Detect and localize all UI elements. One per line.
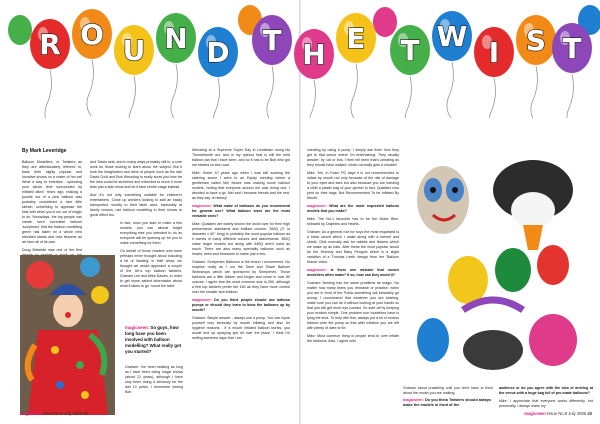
title-letter: U xyxy=(122,34,146,67)
title-letter: R xyxy=(39,28,61,61)
title-letter: I xyxy=(488,36,500,69)
question-5 xyxy=(307,268,399,278)
body-paragraph: Weusting at a Supreme Super Day in Lewisham using his Thunderknife act, and in my opinion that is still the best balloon act that I have seen, and so it has to be Bob who got me started on this road. xyxy=(192,148,290,167)
balloon-string xyxy=(213,78,220,118)
question-2 xyxy=(192,204,290,219)
title-balloon xyxy=(198,27,238,118)
body-paragraph: In fact, once you start to make a few models, you can almost forget everything else you intended to do as everyone will be queuing up for you to make something for them. xyxy=(120,221,182,245)
title-balloon xyxy=(252,15,292,118)
title-letter: T xyxy=(262,24,282,57)
title-balloon xyxy=(336,13,376,118)
title-balloon xyxy=(432,11,472,118)
right-column-1 xyxy=(307,148,399,347)
decor-balloon xyxy=(8,15,32,45)
body-paragraph: Mike: The No.1 favourite has to be the Motor Bike, followed by Dolphins and Hearts. xyxy=(307,217,399,226)
footer-brand: magicseen xyxy=(524,411,546,416)
title-balloon xyxy=(552,23,592,118)
body-paragraph: and Twists sets, and in many ways probably still is, a core work for those looking to learn about the subject. But it took the imagination and drive of people such as the late David Gold and Bob Weusting to really show just how far the idea could be stretched and extended to move it more than just a side show and let it take centre stage instead. xyxy=(90,160,182,189)
intro-paragraph: Balloon Modellers, or Twisters as they are affectionately referred to, base their highly popular and lucrative shows on a roster of hot art! What a way to entertain - spending your whole time surrounded by inflated latex! Years ago, making a poodle out of a pink balloon was probably considered a nice little sketch; something to appease the kids with when you'd run out of magic to do. Nowadays, the top people can create such incredible balloon 'sculptures' that the balloon modelling genre has taken on a whole new elevated status and now become an art form all of its own. xyxy=(22,160,82,244)
question-text: Do you think people should use balloon pumps or should they learn to blow the balloons up by mouth? xyxy=(192,298,290,312)
question-4 xyxy=(307,204,399,214)
footer-right xyxy=(524,411,592,416)
body-paragraph: audience or do you agree with the idea of arriving at the venue with a huge bag full of pre-made balloons? xyxy=(499,386,593,395)
balloon-string xyxy=(87,60,94,116)
title-balloon xyxy=(294,29,334,118)
left-column-3 xyxy=(192,148,290,344)
footer-issue: Issue No.9 July 2006 xyxy=(42,411,82,416)
right-column-3-bottom xyxy=(499,386,593,412)
body-paragraph: cheating by using a pump, I simply ask them how they get to that venue where I'm entertaining. They usually answer: by car or bus. I then tell them that's cheating as they should have walked, which normally gets a chuckle! xyxy=(307,148,399,167)
intro-column-2 xyxy=(90,160,182,292)
body-paragraph: Mike: I appreciate that everyone works differently, but personally, I always make my xyxy=(499,399,593,408)
footer-issue: Issue No.9 July 2006 xyxy=(547,411,587,416)
balloon-string xyxy=(489,78,496,118)
balloon-string xyxy=(45,70,52,118)
title-balloon xyxy=(72,9,112,116)
body-paragraph: Mike: Most common thing is people tend to over inflate the balloons. Also, I agree with xyxy=(307,334,399,343)
body-paragraph: Graham: Sempertex Balloons is the brand I recommend. No surprise really as I run the Semi and Share Balloon Workshops which are sponsored by Sempertex. Those balloons are a little thicker and longer and come in over 80 colours. I agree that the most common size is 260, although a few top twisters prefer the 160 as they have more control over the smaller size balloon. xyxy=(192,260,290,294)
balloon-string xyxy=(171,64,178,118)
question-3 xyxy=(192,298,290,313)
title-letter: S xyxy=(525,24,547,57)
question-text: What make of balloons do you recommend for general use? What balloon sizes are the most versatile ones? xyxy=(192,204,290,218)
question-text: What are the most requested balloon models that you make? xyxy=(307,204,399,213)
balloon-string xyxy=(267,66,274,118)
question-prefix: magicseen: xyxy=(307,204,327,208)
question-prefix: magicseen: xyxy=(125,325,150,330)
balloon-string xyxy=(531,66,538,118)
question-prefix: magicseen: xyxy=(307,268,327,272)
title-balloon xyxy=(474,27,514,118)
body-paragraph: Mike: Some 10 years ago when I was still working the catering scene I went to an Equity meeting where a gentleman called Mel Moore was making some balloon models. Noting that everyone around me was doing one, I decided to have a go. Mel and I became friends and the rest, as they say, is history! xyxy=(192,171,290,200)
body-paragraph: And it's not only something suitable for children's entertainers. Close up workers looking to add an easily transported novelty to their table work, especially at family venues, use balloon modelling in their shows to great effect too. xyxy=(90,193,182,217)
balloon-string xyxy=(309,80,316,118)
balloon-string xyxy=(129,76,136,118)
question-text: Is there one mistake that novice modellers often make? If so, how can they avoid it? xyxy=(307,268,399,277)
question-prefix: magicseen: xyxy=(192,298,212,302)
balloon-string xyxy=(447,62,454,118)
title-letter: H xyxy=(302,38,326,71)
balloon-string xyxy=(567,74,574,118)
title-letter: O xyxy=(80,18,104,51)
title-letter: W xyxy=(436,20,468,53)
body-paragraph: Mike: Yes, in Foam PG days it is not recommended to inflate by mouth not only because of the risk of damage to your eyes and ears but also because you are handing a child a plastic bag of your germs! In fact, Qualatex now print on their bags 'Not Recommended To be Inflated By Mouth'. xyxy=(307,171,399,200)
title-letter: T xyxy=(562,32,582,65)
page-number: 43 xyxy=(587,411,592,416)
footer-left xyxy=(20,411,88,416)
page-number: 42 xyxy=(83,411,88,416)
balloon-string xyxy=(351,64,358,118)
balloon-models-photo xyxy=(403,150,593,382)
title-letter: D xyxy=(206,36,230,69)
answer-1 xyxy=(125,365,183,398)
title-balloon xyxy=(516,15,556,118)
title-letter: E xyxy=(346,22,366,55)
body-paragraph: On behalf of those readers who have perhaps never thought about including a bit of 'twisting' in their show, we thought we would approach a couple of the UK's top balloon twisters, Graham Lee and Mike Davies, in order to get some salient information about what it takes to go 'round the twist'. xyxy=(120,249,182,288)
body-paragraph: Graham: Simple answer - always use a pump. You can injure yourself very seriously by mouth inflating and also for hygiene reasons - if a mouth inflated balloon bursts, you would end up spraying spit all over the place. I think I'm setting someone says that I am xyxy=(192,316,290,340)
question-text: So guys, how long have you been involved with balloon modelling? What really got you started? xyxy=(125,325,182,354)
question-1 xyxy=(125,325,183,355)
title-balloon xyxy=(30,19,70,118)
question-prefix: magicseen: xyxy=(403,398,424,402)
body-paragraph: Graham: Nesting has the same problems as magic. No matter how many times you rehearse or practise, when you are in front of the Public something will inevitably go wrong. I recommend that whatever you are twisting, make sure you can do it without looking at your hands so that you will get more eye contact. So start off by keeping your models simple. One problem non modellers have is tying the knot. To help with this, always put a bit of excess balloon onto the pump so that after inflation you are left with plenty of latex to tie. xyxy=(307,281,399,330)
title-balloon xyxy=(156,13,196,118)
intro-paragraph: Doug Birkebile was one of the first xyxy=(22,248,82,252)
title-balloon xyxy=(390,25,430,118)
answer-text: Graham: I've been twisting as long as I have been doing magic shows (about 21 years), although I have only been doing it seriously for the last 10 years. I remember seeing Bob xyxy=(125,365,183,394)
body-paragraph: Graham about practising until you don't have to think about the model you are making. xyxy=(403,386,493,395)
byline: By Mark Leveridge xyxy=(22,148,67,154)
balloon-string xyxy=(405,76,412,118)
title-letter: N xyxy=(164,22,188,55)
question-prefix: magicseen: xyxy=(192,204,212,208)
title-letter: T xyxy=(400,34,420,67)
question-6 xyxy=(403,398,493,408)
body-paragraph: Graham: As a general rule for boys the most requested is a basic sword which I make along with a helmet and shield. Girls normally ask for rabbits and flowers which we make up as hats. After these the most popular would be the Mummy and Baby Penguin which is a slight variation of a Thomas Leeth design from her 'Balloon Mania' video. xyxy=(307,230,399,264)
body-paragraph: Mike: Qualatex are widely known the world over for their high performance standards and brilliant colours. 260Q (2" in diameter x 60" long) is probably the most popular balloon as it comes in many different colours and assortments. 350Q make larger models but along with 646Q aren't used as much. There are also many speciality balloons such as hearts, bees and blossoms to name just a few. xyxy=(192,222,290,256)
decor-balloon xyxy=(373,7,397,37)
footer-brand: magicseen xyxy=(20,411,42,416)
title-banner xyxy=(0,0,600,118)
question-text: Do you think Twisters should always make the models in front of the xyxy=(403,398,492,407)
title-balloon xyxy=(114,25,154,118)
